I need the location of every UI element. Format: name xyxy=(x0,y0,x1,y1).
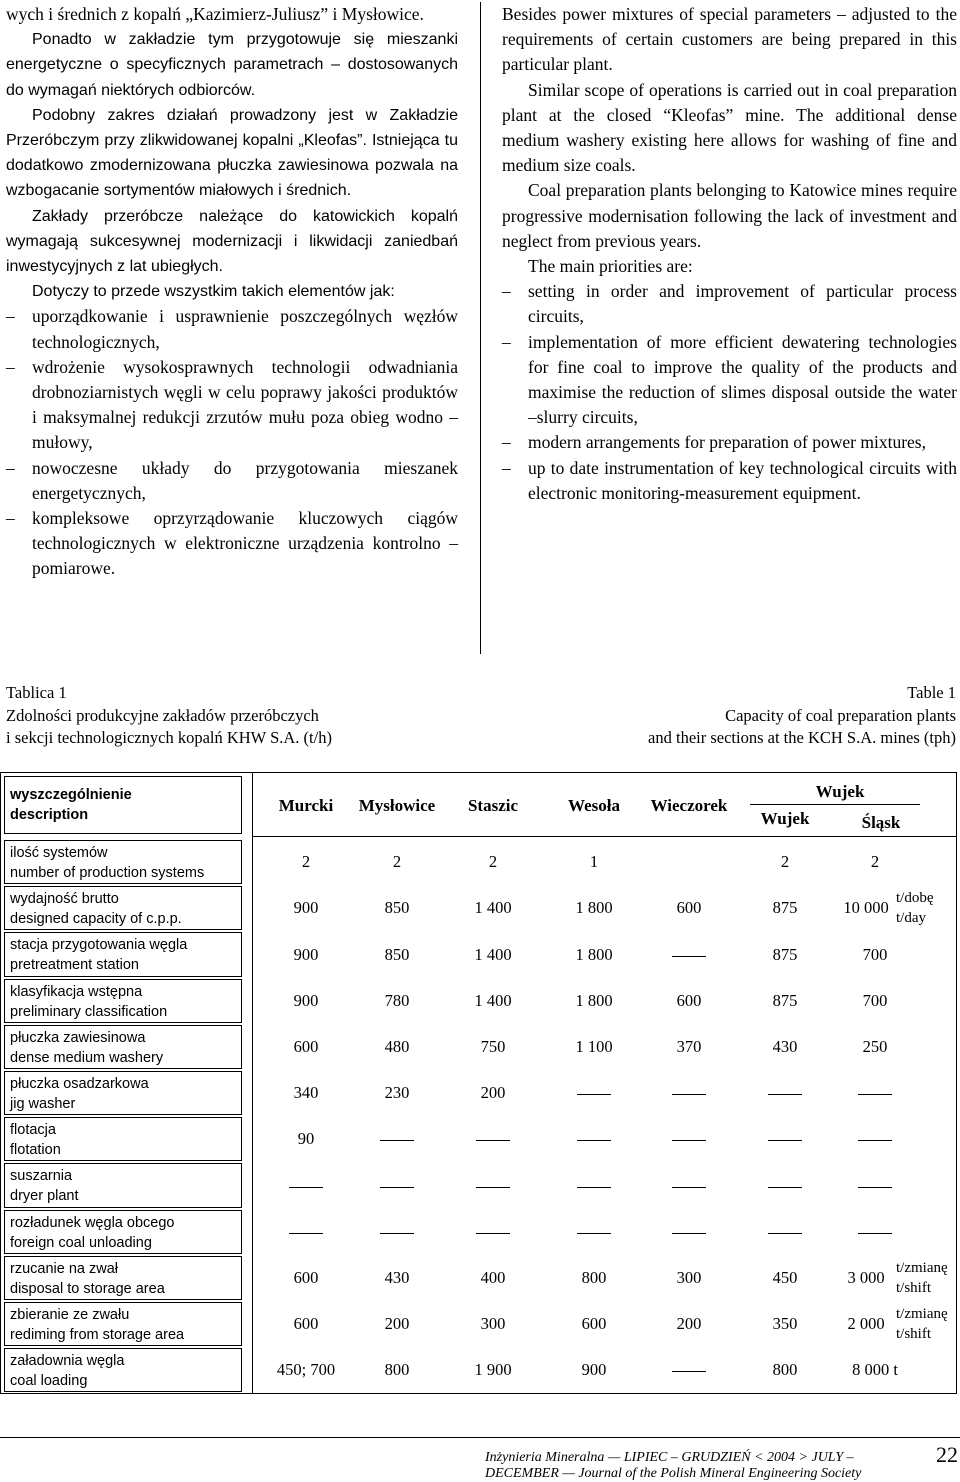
unit-en: t/shift xyxy=(896,1326,932,1343)
table-cell-dash xyxy=(672,1371,706,1372)
row-unit xyxy=(896,888,934,928)
table-cell: 480 xyxy=(384,1036,410,1056)
table-cell: 700 xyxy=(862,944,888,964)
page-number: 22 xyxy=(936,1442,958,1467)
table-cell: 780 xyxy=(384,990,410,1010)
table-caption-english xyxy=(496,682,956,750)
column-divider xyxy=(480,2,481,654)
column-header: Wesoła xyxy=(568,796,620,815)
left-bullet-text: nowoczesne układy do przygotowania mieszanek energetycznych, xyxy=(32,457,458,503)
table-cell: 1 100 xyxy=(575,1036,613,1056)
table-cell: 2 xyxy=(870,852,880,872)
table-cell-dash xyxy=(577,1187,611,1188)
right-paragraph-3: Coal preparation plants belonging to Katowice mines require progressive modernisation following the lack of investment and neglect from previous years. xyxy=(502,180,957,251)
row-label-pl: załadownia węgla xyxy=(10,1353,125,1370)
table-cell: 1 800 xyxy=(575,898,613,918)
row-label-en: dryer plant xyxy=(10,1188,79,1205)
row-description xyxy=(4,840,242,884)
table-cell-dash xyxy=(577,1233,611,1234)
right-bullet-item xyxy=(502,330,957,431)
caption-title: Capacity of coal preparation plants xyxy=(725,705,956,725)
table-cell-dash xyxy=(380,1233,414,1234)
table-cell-dash xyxy=(768,1140,802,1141)
column-subheader: Wujek xyxy=(760,809,810,828)
table-cell-dash xyxy=(858,1233,892,1234)
right-paragraph-1: Besides power mixtures of special parameters – adjusted to the requirements of certain customers are being prepared in this particular plant. xyxy=(502,4,957,75)
table-cell-dash xyxy=(289,1187,323,1188)
row-description xyxy=(4,1117,242,1161)
unit-en: t/shift xyxy=(896,1279,932,1296)
table-caption-polish xyxy=(6,682,446,750)
table-cell-dash xyxy=(672,1187,706,1188)
table-cell-dash xyxy=(768,1233,802,1234)
left-paragraph-3: Podobny zakres działań prowadzony jest w Zakładzie Przeróbczym przy zlikwidowanej kopalni „Kleofas”. Istniejąca tu dodatkowo zmodernizowana płuczka zawiesinowa pozwala na wzbogacanie sortymentów miałowych i średnich. xyxy=(6,106,458,200)
table-cell: 430 xyxy=(384,1267,410,1287)
column-header: Wieczorek xyxy=(650,796,728,815)
row-label-en: jig washer xyxy=(10,1096,76,1112)
left-bullet-text: uporządkowanie i usprawnienie poszczególnych węzłów technologicznych, xyxy=(32,306,458,352)
table-cell: 900 xyxy=(293,898,319,918)
right-bullet-list xyxy=(502,279,957,506)
table-cell: 1 800 xyxy=(575,944,613,964)
row-label-en: coal loading xyxy=(10,1373,88,1390)
table-cell: 450 xyxy=(772,1267,798,1287)
table-cell: 600 xyxy=(676,898,702,918)
column-group-header: Wujek xyxy=(815,782,865,801)
table-cell-dash xyxy=(476,1140,510,1141)
table-cell: 200 xyxy=(676,1314,702,1334)
row-description xyxy=(4,1348,242,1392)
column-subheader: Śląsk xyxy=(861,813,901,832)
bullet-dash: – xyxy=(6,306,15,327)
table-cell: 3 000 xyxy=(847,1267,885,1287)
right-bullet-text: up to date instrumentation of key technological circuits with electronic monitoring-measurement equipment. xyxy=(528,457,957,503)
row-label-pl: rzucanie na zwał xyxy=(10,1260,118,1277)
table-cell: 400 xyxy=(480,1267,506,1287)
caption-title: Zdolności produkcyjne zakładów przeróbczych xyxy=(6,705,319,725)
row-description xyxy=(4,1163,242,1207)
table-cell: 850 xyxy=(384,898,410,918)
table-cell: 430 xyxy=(772,1036,798,1056)
bullet-dash: – xyxy=(6,508,15,529)
right-paragraph-4: The main priorities are: xyxy=(528,256,693,277)
row-description xyxy=(4,1302,242,1346)
table-cell: 900 xyxy=(581,1360,607,1380)
journal-footer-text: Inżynieria Mineralna — LIPIEC – GRUDZIEŃ < 2004 > JULY – DECEMBER — Journal of the Polish Mineral Engineering Society xyxy=(485,1450,862,1481)
left-text-column xyxy=(6,2,458,582)
table-divider xyxy=(252,772,253,1394)
caption-label: Table 1 xyxy=(907,683,956,702)
row-label-pl: stacja przygotowania węgla xyxy=(10,937,188,954)
right-bullet-text: implementation of more efficient dewatering technologies for fine coal to improve the quality of the products and maximise the reduction of slimes disposal outside the water –slurry circuits, xyxy=(528,331,957,428)
table-cell: 90 xyxy=(297,1129,315,1149)
table-cell: 2 xyxy=(301,852,311,872)
bullet-dash: – xyxy=(6,356,15,377)
row-description xyxy=(4,1071,242,1115)
left-bullet-item xyxy=(6,456,458,506)
table-cell: 875 xyxy=(772,898,798,918)
table-cell: 8 000 t xyxy=(852,1360,898,1380)
row-label-pl: ilość systemów xyxy=(10,845,108,861)
table-cell-dash xyxy=(858,1187,892,1188)
table-cell-dash xyxy=(577,1140,611,1141)
right-bullet-item xyxy=(502,430,957,455)
header-desc-en: description xyxy=(10,807,89,823)
table-cell: 600 xyxy=(676,990,702,1010)
table-cell: 900 xyxy=(293,944,319,964)
table-header-rule xyxy=(252,836,957,837)
row-label-en: rediming from storage area xyxy=(10,1327,185,1343)
left-bullet-list xyxy=(6,304,458,581)
row-label-pl: klasyfikacja wstępna xyxy=(10,983,143,1000)
table-cell-dash xyxy=(380,1140,414,1141)
bullet-dash: – xyxy=(502,281,511,302)
left-paragraph-2: Ponadto w zakładzie tym przygotowuje się mieszanki energetyczne o specyficznych parametrach – dostosowanych do wymagań niektórych odbiorców. xyxy=(6,31,458,99)
row-label-en: number of production systems xyxy=(10,865,205,881)
footer-rule xyxy=(0,1437,960,1438)
table-cell: 1 400 xyxy=(474,944,512,964)
column-header: Staszic xyxy=(467,796,519,815)
table-cell: 1 400 xyxy=(474,898,512,918)
right-paragraph-2: Similar scope of operations is carried out in coal preparation plant at the closed “Kleofas” mine. The additional dense medium washery existing here allows for washing of fine and medium size coals. xyxy=(502,79,957,176)
table-cell: 2 xyxy=(392,852,402,872)
table-cell: 2 000 xyxy=(847,1314,885,1334)
table-cell: 600 xyxy=(581,1314,607,1334)
table-cell: 600 xyxy=(293,1036,319,1056)
row-label-en: foreign coal unloading xyxy=(10,1234,152,1251)
table-header-description xyxy=(4,776,242,834)
row-label-pl: rozładunek węgla obcego xyxy=(10,1214,175,1231)
unit-en: t/day xyxy=(896,910,926,927)
table-cell: 1 400 xyxy=(474,990,512,1010)
table-cell-dash xyxy=(768,1094,802,1095)
table-cell-dash xyxy=(476,1187,510,1188)
column-header: Mysłowice xyxy=(358,796,436,815)
table-cell: 800 xyxy=(581,1267,607,1287)
table-cell: 800 xyxy=(384,1360,410,1380)
table-cell-dash xyxy=(768,1187,802,1188)
table-cell: 1 900 xyxy=(474,1360,512,1380)
row-label-en: pretreatment station xyxy=(10,957,139,974)
left-bullet-item xyxy=(6,355,458,456)
table-cell: 300 xyxy=(676,1267,702,1287)
table-cell-dash xyxy=(858,1140,892,1141)
table-cell: 2 xyxy=(780,852,790,872)
left-bullet-text: kompleksowe oprzyrządowanie kluczowych ciągów technologicznych w elektroniczne urządzenia kontrolno – pomiarowe. xyxy=(32,508,458,579)
row-label-pl: płuczka zawiesinowa xyxy=(10,1029,146,1046)
table-cell: 1 xyxy=(589,852,599,872)
row-unit xyxy=(896,1304,948,1344)
table-cell: 200 xyxy=(384,1314,410,1334)
row-label-pl: wydajność brutto xyxy=(10,891,119,908)
table-cell: 370 xyxy=(676,1036,702,1056)
caption-label: Tablica 1 xyxy=(6,683,67,702)
row-label-pl: płuczka osadzarkowa xyxy=(10,1076,149,1092)
row-description xyxy=(4,932,242,976)
group-header-rule xyxy=(750,804,920,805)
row-description xyxy=(4,1210,242,1254)
row-label-en: disposal to storage area xyxy=(10,1280,165,1297)
bullet-dash: – xyxy=(502,331,511,352)
row-description xyxy=(4,979,242,1023)
row-label-pl: suszarnia xyxy=(10,1168,73,1185)
table-cell: 2 xyxy=(488,852,498,872)
table-cell-dash xyxy=(289,1233,323,1234)
right-bullet-text: modern arrangements for preparation of power mixtures, xyxy=(528,432,926,453)
table-cell: 850 xyxy=(384,944,410,964)
right-bullet-item xyxy=(502,456,957,506)
left-paragraph-4: Zakłady przeróbcze należące do katowickich kopalń wymagają sukcesywnej modernizacji i likwidacji zaniedbań inwestycyjnych z lat ubiegłych. xyxy=(6,207,458,276)
table-cell: 600 xyxy=(293,1267,319,1287)
left-bullet-item xyxy=(6,506,458,582)
table-cell-dash xyxy=(672,1094,706,1095)
right-bullet-text: setting in order and improvement of particular process circuits, xyxy=(528,281,957,327)
header-desc-pl: wyszczególnienie xyxy=(10,787,132,803)
table-cell-dash xyxy=(672,1140,706,1141)
left-bullet-item xyxy=(6,304,458,354)
table-cell: 875 xyxy=(772,944,798,964)
table-cell-dash xyxy=(672,1233,706,1234)
table-cell: 10 000 xyxy=(843,898,889,918)
unit-pl: t/zmianę xyxy=(896,1306,948,1323)
table-cell: 340 xyxy=(293,1083,319,1103)
table-cell: 230 xyxy=(384,1083,410,1103)
right-bullet-item xyxy=(502,279,957,329)
left-paragraph-5: Dotyczy to przede wszystkim takich elementów jak: xyxy=(32,283,395,301)
table-cell-dash xyxy=(577,1094,611,1095)
row-label-pl: zbieranie ze zwału xyxy=(10,1307,130,1323)
table-cell: 1 800 xyxy=(575,990,613,1010)
row-label-en: designed capacity of c.p.p. xyxy=(10,911,182,928)
row-unit xyxy=(896,1258,948,1298)
right-text-column xyxy=(502,2,957,506)
bullet-dash: – xyxy=(502,432,511,453)
table-cell: 800 xyxy=(772,1360,798,1380)
row-label-en: preliminary classification xyxy=(10,1003,168,1020)
table-cell: 250 xyxy=(862,1036,888,1056)
table-cell: 350 xyxy=(772,1314,798,1334)
table-cell: 700 xyxy=(862,990,888,1010)
table-cell: 300 xyxy=(480,1314,506,1334)
row-description xyxy=(4,1025,242,1069)
row-label-pl: flotacja xyxy=(10,1122,56,1139)
table-cell: 750 xyxy=(480,1036,506,1056)
table-cell-dash xyxy=(476,1233,510,1234)
column-header: Murcki xyxy=(278,796,334,815)
table-cell: 600 xyxy=(293,1314,319,1334)
table-cell: 875 xyxy=(772,990,798,1010)
unit-pl: t/zmianę xyxy=(896,1259,948,1276)
left-paragraph-1: wych i średnich z kopalń „Kazimierz-Juliusz” i Mysłowice. xyxy=(6,4,424,24)
caption-subtitle: and their sections at the KCH S.A. mines (tph) xyxy=(648,728,956,747)
bullet-dash: – xyxy=(6,457,15,478)
unit-pl: t/dobę xyxy=(896,890,934,907)
table-cell: 450; 700 xyxy=(276,1360,336,1380)
table-cell-dash xyxy=(672,956,706,957)
left-bullet-text: wdrożenie wysokosprawnych technologii odwadniania drobnoziarnistych węgli w celu poprawy jakości produktów i maksymalnej redukcji zrzutów mułu poza obieg wodno – mułowy, xyxy=(32,356,458,453)
row-label-en: flotation xyxy=(10,1142,61,1159)
row-label-en: dense medium washery xyxy=(10,1049,164,1066)
row-description xyxy=(4,886,242,930)
table-cell-dash xyxy=(380,1187,414,1188)
caption-subtitle: i sekcji technologicznych kopalń KHW S.A. (t/h) xyxy=(6,728,332,747)
table-cell: 900 xyxy=(293,990,319,1010)
table-cell-dash xyxy=(858,1094,892,1095)
bullet-dash: – xyxy=(502,457,511,478)
row-description xyxy=(4,1256,242,1300)
table-cell: 200 xyxy=(480,1083,506,1103)
